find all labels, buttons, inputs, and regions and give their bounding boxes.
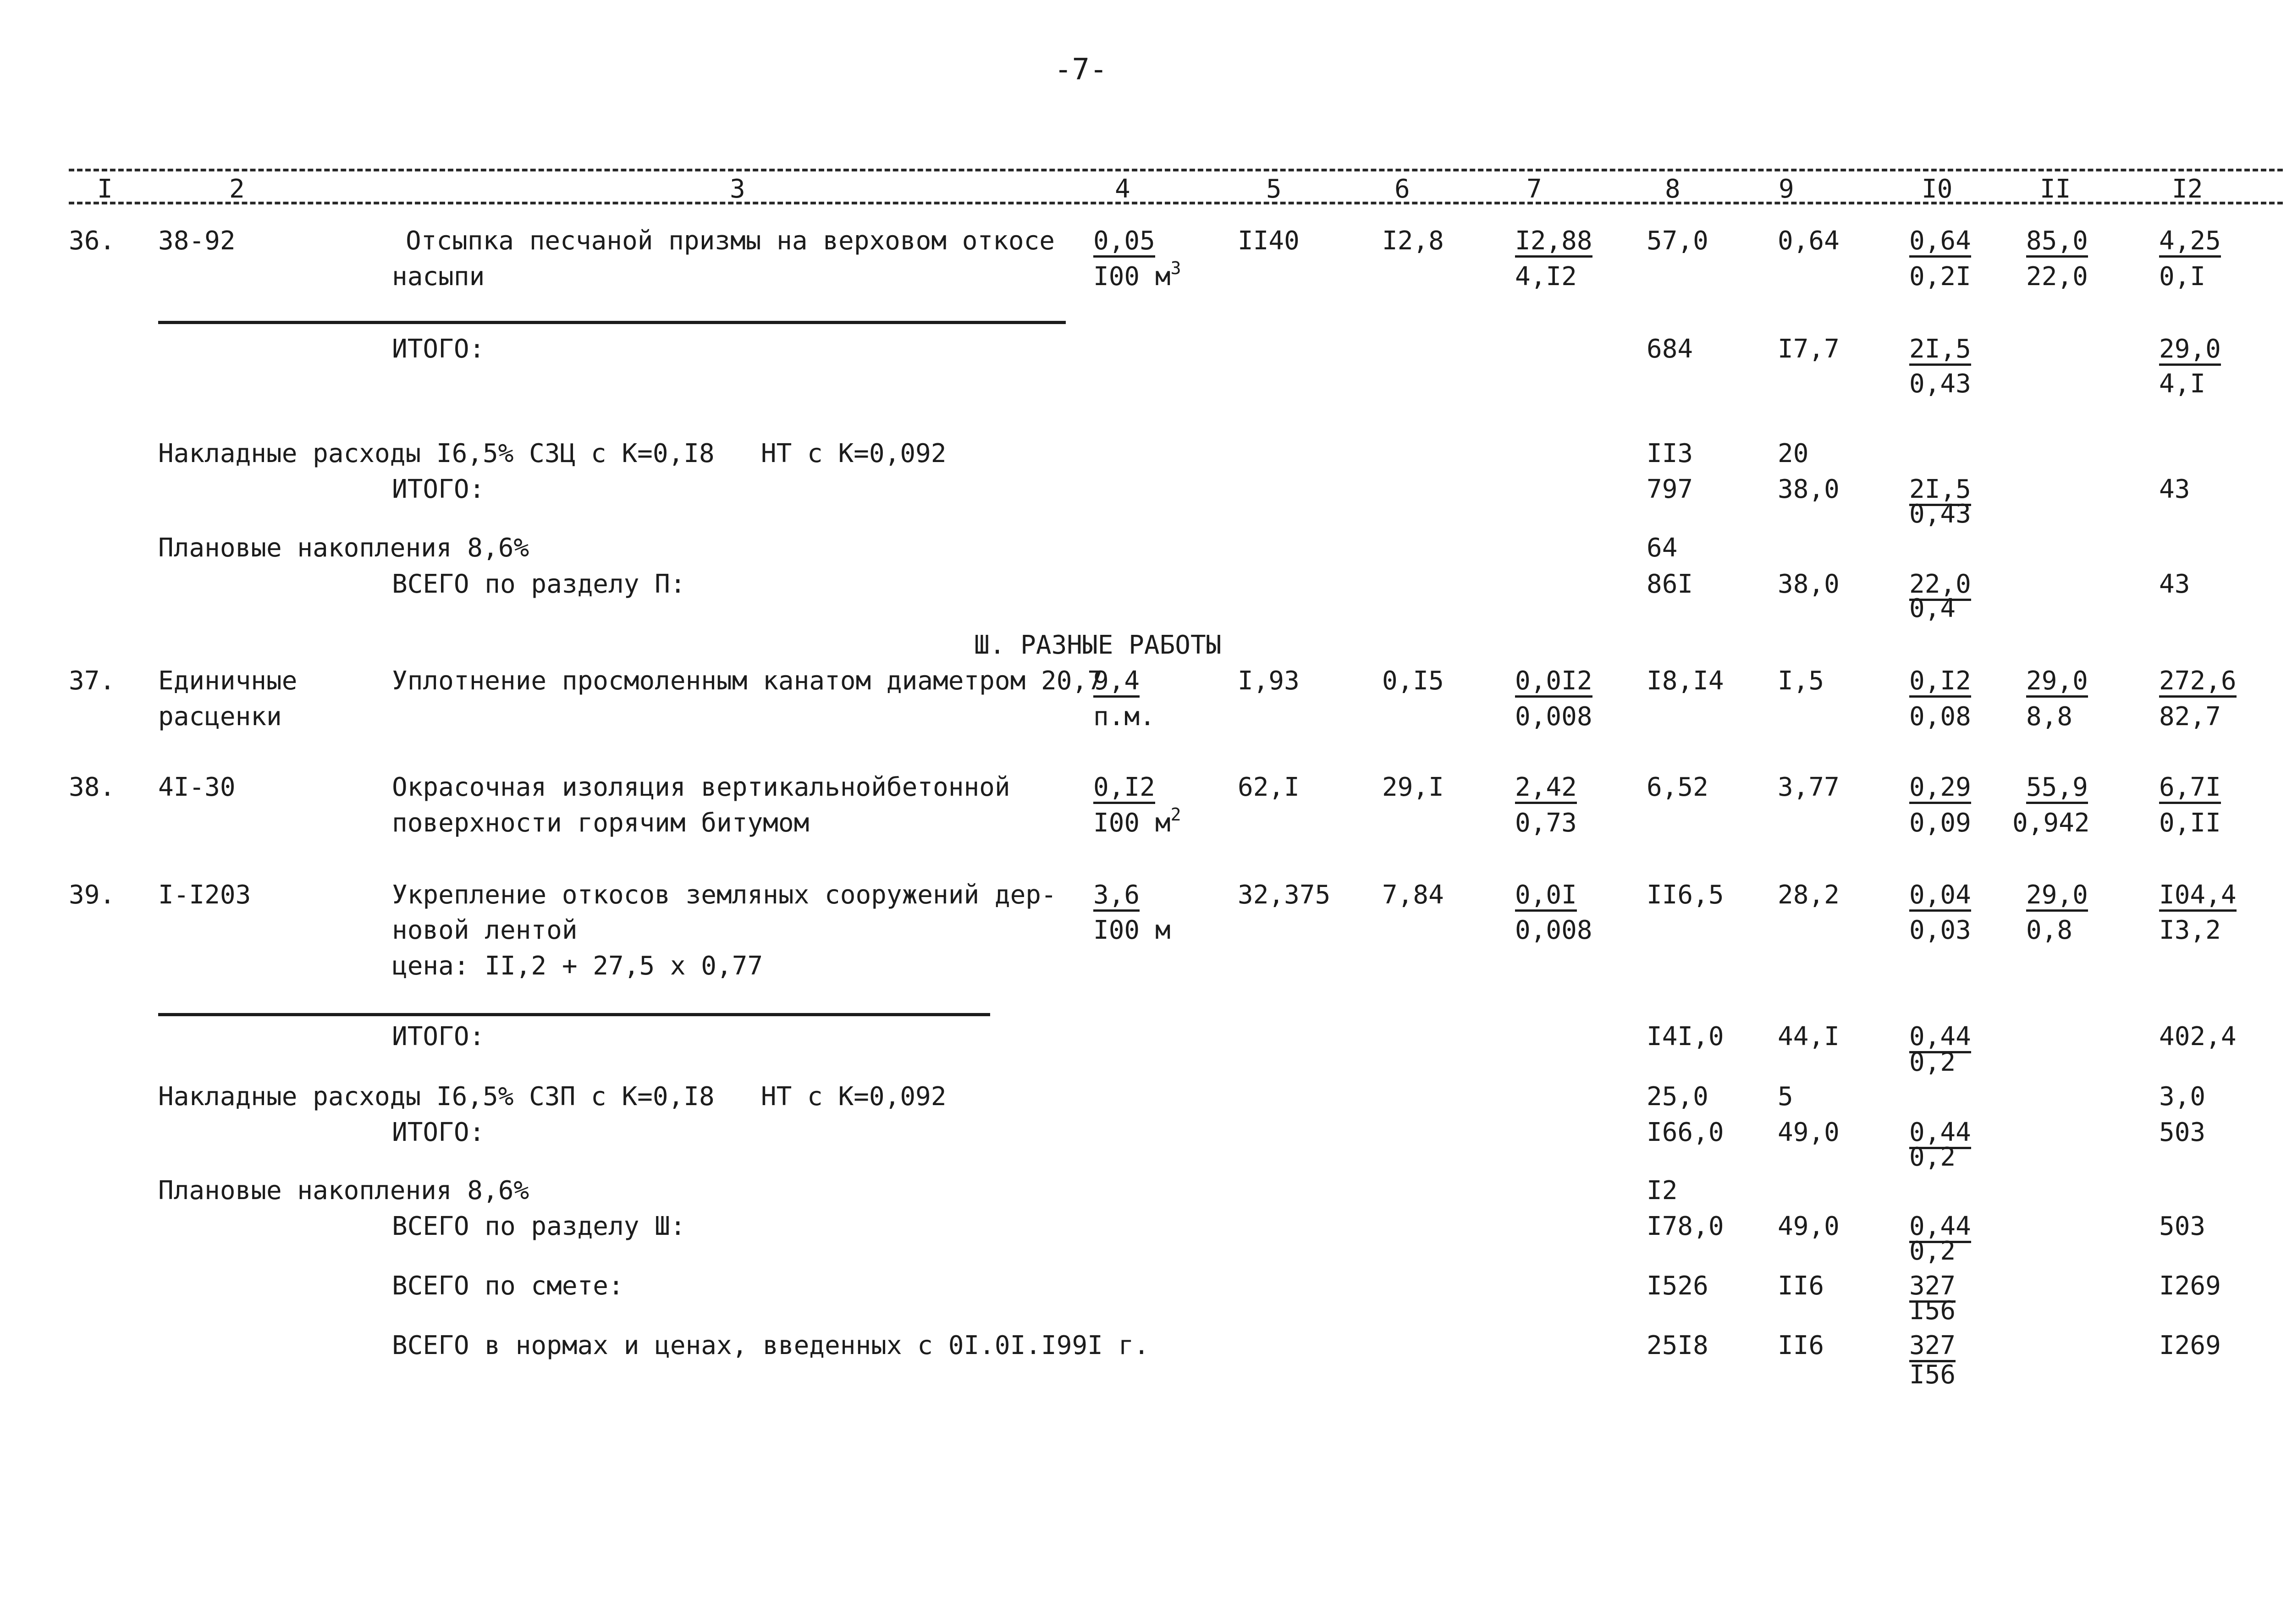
col-header-6: 6 bbox=[1394, 174, 1410, 204]
row-col7-top: 2,42 bbox=[1515, 775, 1577, 804]
row-col12-top: 272,6 bbox=[2159, 668, 2237, 698]
summary-label: Плановые накопления 8,6% bbox=[158, 1176, 529, 1206]
row-col9: I,5 bbox=[1778, 666, 1824, 696]
summary-col9: 38,0 bbox=[1778, 569, 1840, 599]
summary-label: ИТОГО: bbox=[392, 474, 485, 504]
summary-col10-top: 22,0 bbox=[1909, 572, 1971, 601]
row-col6: I2,8 bbox=[1382, 226, 1444, 256]
row-col7-bottom: 4,I2 bbox=[1515, 262, 1577, 292]
summary-col12: 503 bbox=[2159, 1118, 2206, 1147]
summary-col12: 503 bbox=[2159, 1211, 2206, 1241]
row-col12-top: I04,4 bbox=[2159, 882, 2237, 912]
row-col7-top: 0,0I bbox=[1515, 882, 1577, 912]
summary-col8: 684 bbox=[1647, 334, 1693, 364]
row-description: Укрепление откосов земляных сооружений дер- bbox=[392, 880, 1057, 910]
row-quantity: 0,I2 bbox=[1093, 775, 1155, 804]
section3-title: Ш. РАЗНЫЕ РАБОТЫ bbox=[974, 630, 1222, 660]
row-col11-top: 85,0 bbox=[2026, 228, 2088, 258]
row-col6: 7,84 bbox=[1382, 880, 1444, 910]
row-number: 36. bbox=[69, 226, 116, 256]
summary-col9: 49,0 bbox=[1778, 1118, 1840, 1147]
summary-col10-bottom: 0,2 bbox=[1909, 1236, 1956, 1266]
row-code: 4I-30 bbox=[158, 772, 236, 802]
summary-col9: I7,7 bbox=[1778, 334, 1840, 364]
summary-col8: I78,0 bbox=[1647, 1211, 1724, 1241]
row-col12-top: 4,25 bbox=[2159, 228, 2221, 258]
summary-col9: 44,I bbox=[1778, 1022, 1840, 1051]
summary-col8: II3 bbox=[1647, 439, 1693, 468]
page-number: -7- bbox=[1054, 53, 1107, 87]
summary-col9: II6 bbox=[1778, 1331, 1824, 1360]
row-code: 38-92 bbox=[158, 226, 236, 256]
row-col7-top: I2,88 bbox=[1515, 228, 1592, 258]
row-col11-bottom: 0,942 bbox=[2012, 808, 2090, 838]
summary-col12: 43 bbox=[2159, 474, 2190, 504]
col-header-1: I bbox=[97, 174, 113, 204]
row-quantity: 0,05 bbox=[1093, 228, 1155, 258]
summary-col8: I2 bbox=[1647, 1176, 1678, 1206]
col-header-7: 7 bbox=[1526, 174, 1542, 204]
row-col5: 62,I bbox=[1238, 772, 1300, 802]
row-unit: I00 $м^3$ bbox=[1093, 258, 1181, 292]
row-col11-bottom: 0,8 bbox=[2026, 915, 2073, 945]
row-col11-bottom: 22,0 bbox=[2026, 262, 2088, 292]
summary-col10-bottom: I56 bbox=[1909, 1296, 1956, 1326]
row-code: расценки bbox=[158, 702, 282, 732]
summary-col8: 64 bbox=[1647, 533, 1678, 563]
section-rule bbox=[158, 321, 1066, 324]
summary-col8: 25I8 bbox=[1647, 1331, 1708, 1360]
row-col10-top: 0,04 bbox=[1909, 882, 1971, 912]
summary-col10-top: 2I,5 bbox=[1909, 336, 1971, 366]
row-col9: 28,2 bbox=[1778, 880, 1840, 910]
summary-col10-top: 0,44 bbox=[1909, 1120, 1971, 1149]
row-quantity: 3,6 bbox=[1093, 882, 1140, 912]
row-col11-top: 55,9 bbox=[2026, 775, 2088, 804]
summary-col12-top: 29,0 bbox=[2159, 336, 2221, 366]
summary-col9: 49,0 bbox=[1778, 1211, 1840, 1241]
summary-col8: I4I,0 bbox=[1647, 1022, 1724, 1051]
summary-col10-bottom: 0,43 bbox=[1909, 499, 1971, 529]
summary-col12: 402,4 bbox=[2159, 1022, 2237, 1051]
row-col10-top: 0,I2 bbox=[1909, 668, 1971, 698]
summary-col8: 797 bbox=[1647, 474, 1693, 504]
row-col11-top: 29,0 bbox=[2026, 882, 2088, 912]
col-header-9: 9 bbox=[1779, 174, 1794, 204]
col-header-11: II bbox=[2040, 174, 2071, 204]
row-quantity: 9,4 bbox=[1093, 668, 1140, 698]
summary-col8: 86I bbox=[1647, 569, 1693, 599]
summary-label: Накладные расходы I6,5% СЗП с К=0,I8 НТ с К=0,092 bbox=[158, 1082, 947, 1112]
row-code: Единичные bbox=[158, 666, 298, 696]
row-col9: 3,77 bbox=[1778, 772, 1840, 802]
col-header-4: 4 bbox=[1115, 174, 1130, 204]
row-col8: 6,52 bbox=[1647, 772, 1708, 802]
row-col7-bottom: 0,008 bbox=[1515, 915, 1592, 945]
summary-label: Плановые накопления 8,6% bbox=[158, 533, 529, 563]
summary-label: Накладные расходы I6,5% СЗЦ с К=0,I8 НТ с К=0,092 bbox=[158, 439, 947, 468]
summary-label: ВСЕГО в нормах и ценах, введенных с 0I.0I.I99I г. bbox=[392, 1331, 1150, 1360]
row-description: цена: II,2 + 27,5 х 0,77 bbox=[392, 951, 763, 981]
row-number: 38. bbox=[69, 772, 116, 802]
summary-col8: I66,0 bbox=[1647, 1118, 1724, 1147]
row-number: 39. bbox=[69, 880, 116, 910]
row-col12-bottom: 0,II bbox=[2159, 808, 2221, 838]
summary-col12: I269 bbox=[2159, 1271, 2221, 1301]
row-unit: I00 $м^2$ bbox=[1093, 804, 1181, 838]
summary-label: ВСЕГО по разделу Ш: bbox=[392, 1211, 686, 1241]
row-description: насыпи bbox=[392, 262, 485, 292]
section-rule bbox=[158, 1013, 990, 1016]
summary-col9: 20 bbox=[1778, 439, 1809, 468]
row-col10-top: 0,64 bbox=[1909, 228, 1971, 258]
row-col7-bottom: 0,008 bbox=[1515, 702, 1592, 732]
row-description: Окрасочная изоляция вертикальнойбетонной bbox=[392, 772, 1010, 802]
row-col7-bottom: 0,73 bbox=[1515, 808, 1577, 838]
row-description: Отсыпка песчаной призмы на верховом откосе bbox=[406, 226, 1055, 256]
row-col12-bottom: 82,7 bbox=[2159, 702, 2221, 732]
summary-col12: I269 bbox=[2159, 1331, 2221, 1360]
col-header-3: 3 bbox=[730, 174, 745, 204]
row-col8: I8,I4 bbox=[1647, 666, 1724, 696]
row-col10-bottom: 0,03 bbox=[1909, 915, 1971, 945]
row-col10-bottom: 0,08 bbox=[1909, 702, 1971, 732]
col-header-8: 8 bbox=[1665, 174, 1680, 204]
row-col10-top: 0,29 bbox=[1909, 775, 1971, 804]
summary-col10-top: 327 bbox=[1909, 1273, 1956, 1303]
row-col12-bottom: 0,I bbox=[2159, 262, 2206, 292]
row-col8: II6,5 bbox=[1647, 880, 1724, 910]
row-col8: 57,0 bbox=[1647, 226, 1708, 256]
summary-col12: 3,0 bbox=[2159, 1082, 2206, 1112]
summary-col10-top: 2I,5 bbox=[1909, 477, 1971, 506]
row-unit: I00 м bbox=[1093, 915, 1171, 945]
summary-col12-bottom: 4,I bbox=[2159, 369, 2206, 399]
row-description: Уплотнение просмоленным канатом диаметром 20,7 bbox=[392, 666, 1103, 696]
row-col12-bottom: I3,2 bbox=[2159, 915, 2221, 945]
summary-col10-bottom: 0,2 bbox=[1909, 1142, 1956, 1172]
row-number: 37. bbox=[69, 666, 116, 696]
summary-col10-top: 327 bbox=[1909, 1333, 1956, 1362]
row-code: I-I203 bbox=[158, 880, 251, 910]
summary-col10-top: 0,44 bbox=[1909, 1024, 1971, 1053]
col-header-2: 2 bbox=[229, 174, 245, 204]
col-header-10: I0 bbox=[1922, 174, 1953, 204]
summary-col9: II6 bbox=[1778, 1271, 1824, 1301]
summary-label: ИТОГО: bbox=[392, 334, 485, 364]
row-col6: 0,I5 bbox=[1382, 666, 1444, 696]
summary-col10-top: 0,44 bbox=[1909, 1214, 1971, 1243]
row-col5: I,93 bbox=[1238, 666, 1300, 696]
summary-col10-bottom: 0,4 bbox=[1909, 594, 1956, 623]
summary-col10-bottom: 0,2 bbox=[1909, 1047, 1956, 1077]
summary-col8: 25,0 bbox=[1647, 1082, 1708, 1112]
row-col10-bottom: 0,2I bbox=[1909, 262, 1971, 292]
row-col9: 0,64 bbox=[1778, 226, 1840, 256]
header-top-rule bbox=[69, 169, 2283, 171]
col-header-12: I2 bbox=[2172, 174, 2203, 204]
summary-label: ВСЕГО по смете: bbox=[392, 1271, 624, 1301]
row-col11-bottom: 8,8 bbox=[2026, 702, 2073, 732]
row-col7-top: 0,0I2 bbox=[1515, 668, 1592, 698]
row-description: поверхности горячим битумом bbox=[392, 808, 810, 838]
summary-col10-bottom: 0,43 bbox=[1909, 369, 1971, 399]
row-col5: II40 bbox=[1238, 226, 1300, 256]
summary-col10-bottom: I56 bbox=[1909, 1360, 1956, 1390]
row-col10-bottom: 0,09 bbox=[1909, 808, 1971, 838]
col-header-5: 5 bbox=[1266, 174, 1282, 204]
summary-col9: 5 bbox=[1778, 1082, 1793, 1112]
row-col11-top: 29,0 bbox=[2026, 668, 2088, 698]
summary-label: ИТОГО: bbox=[392, 1118, 485, 1147]
row-col6: 29,I bbox=[1382, 772, 1444, 802]
row-col5: 32,375 bbox=[1238, 880, 1331, 910]
summary-col12: 43 bbox=[2159, 569, 2190, 599]
summary-label: ИТОГО: bbox=[392, 1022, 485, 1051]
summary-label: ВСЕГО по разделу П: bbox=[392, 569, 686, 599]
summary-col9: 38,0 bbox=[1778, 474, 1840, 504]
row-unit: п.м. bbox=[1093, 702, 1155, 732]
row-col12-top: 6,7I bbox=[2159, 775, 2221, 804]
summary-col8: I526 bbox=[1647, 1271, 1708, 1301]
row-description: новой лентой bbox=[392, 915, 578, 945]
